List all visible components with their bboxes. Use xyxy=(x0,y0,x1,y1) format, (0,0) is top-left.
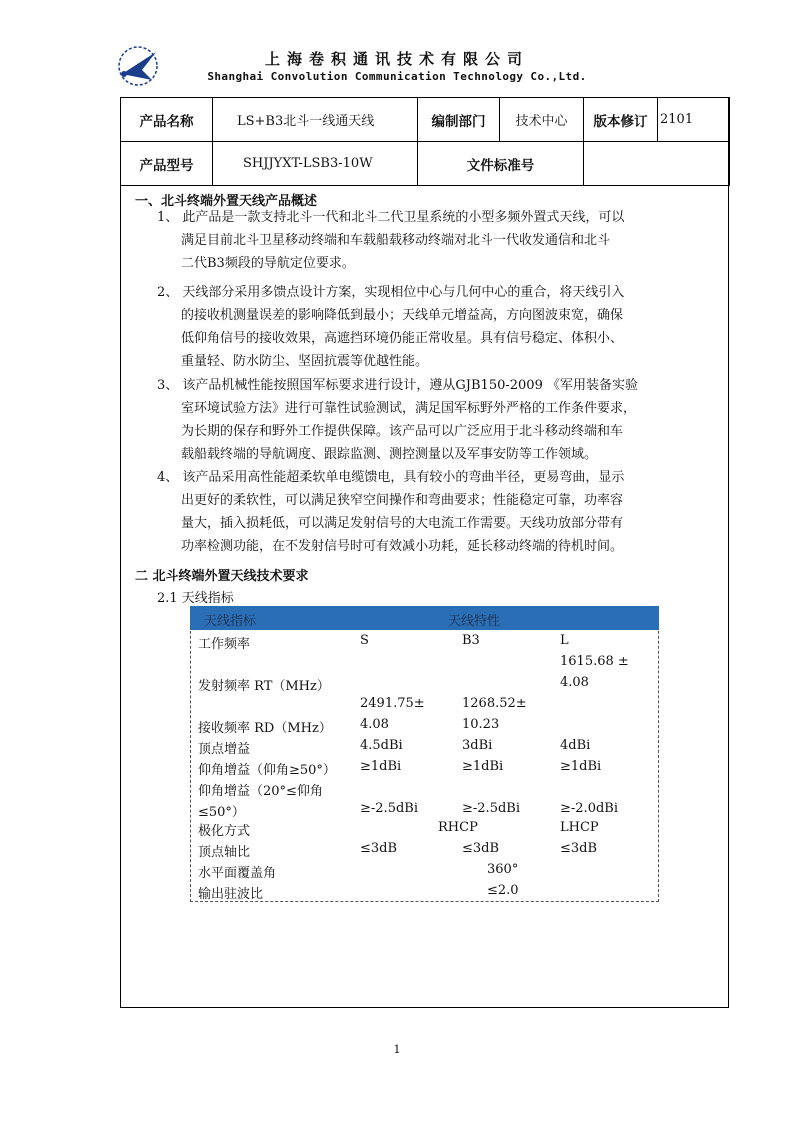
spec-row-label: 工作频率 xyxy=(198,637,251,652)
revision-value: 2101 xyxy=(658,98,730,142)
spec-row-label: 顶点增益 xyxy=(198,742,251,757)
spec-row-label: 极化方式 xyxy=(198,824,251,839)
section2-title: 二 北斗终端外置天线技术要求 xyxy=(135,569,309,584)
spec-cell-b3: 3dBi xyxy=(462,738,493,753)
spec-cell-s: ≥-2.5dBi xyxy=(360,801,418,816)
model-label: 产品型号 xyxy=(121,142,213,186)
spec-cell-l: 1615.68 ± xyxy=(560,654,629,669)
overview-paragraph-line: 出更好的柔软性，可以满足狭窄空间操作和弯曲要求；性能稳定可靠，功率容 xyxy=(181,493,624,508)
std-value xyxy=(584,142,730,186)
overview-paragraph-line: 为长期的保存和野外工作提供保障。该产品可以广泛应用于北斗移动终端和车 xyxy=(181,424,624,439)
overview-paragraph-line: 1、 此产品是一款支持北斗一代和北斗二代卫星系统的小型多频外置式天线，可以 xyxy=(157,210,625,225)
page-number: 1 xyxy=(393,1043,401,1056)
spec-row-label: 顶点轴比 xyxy=(198,845,251,860)
spec-row-label: ≤50°） xyxy=(198,805,245,820)
spec-cell-b3: ≥1dBi xyxy=(462,759,504,774)
spec-row-label: 仰角增益（仰角≥50°） xyxy=(198,763,336,778)
company-name-cn: 上海卷积通讯技术有限公司 xyxy=(264,50,529,68)
dept-label: 编制部门 xyxy=(418,98,500,142)
spec-cell-l: 4dBi xyxy=(560,738,591,753)
spec-cell-b3: 1268.52± xyxy=(462,696,527,711)
spec-cell-s: ≥1dBi xyxy=(360,759,402,774)
spec-cell-s-b3: RHCP xyxy=(438,820,478,835)
header-table xyxy=(120,97,730,186)
spec-row-label: 接收频率 RD（MHz） xyxy=(198,721,332,736)
spec-cell-b3: ≤3dB xyxy=(462,841,500,856)
revision-label: 版本修订 xyxy=(584,98,658,142)
overview-paragraph-line: 4、 该产品采用高性能超柔软单电缆馈电，具有较小的弯曲半径，更易弯曲，显示 xyxy=(157,470,625,485)
spec-cell-s: 4.08 xyxy=(360,717,389,732)
std-label: 文件标准号 xyxy=(418,142,584,186)
spec-row-label: 发射频率 RT（MHz） xyxy=(198,679,330,694)
spec-cell-s: 2491.75± xyxy=(360,696,425,711)
overview-paragraph-line: 低仰角信号的接收效果，高遮挡环境仍能正常收星。具有信号稳定、体积小、 xyxy=(181,331,624,346)
overview-paragraph-line: 2、 天线部分采用多馈点设计方案，实现相位中心与几何中心的重合，将天线引入 xyxy=(157,285,625,300)
spec-cell-l: LHCP xyxy=(560,820,599,835)
spec-cell-l: L xyxy=(560,633,569,648)
overview-paragraph-line: 二代B3频段的导航定位要求。 xyxy=(181,256,355,271)
spec-table-header xyxy=(190,606,659,630)
company-name-en: Shanghai Convolution Communication Technology Co.,Ltd. xyxy=(207,70,587,83)
product-name-label: 产品名称 xyxy=(121,98,213,142)
spec-cell-l: ≥-2.0dBi xyxy=(560,801,618,816)
spec-row-label: 输出驻波比 xyxy=(198,887,264,902)
spec-header-left: 天线指标 xyxy=(204,614,257,629)
overview-paragraph-line: 室环境试验方法》进行可靠性试验测试，满足国军标野外严格的工作条件要求， xyxy=(181,401,637,416)
model-value: SHJJYXT-LSB3-10W xyxy=(213,142,418,186)
spec-cell-s: ≤3dB xyxy=(360,841,398,856)
spec-table xyxy=(190,606,659,902)
dept-value: 技术中心 xyxy=(500,98,584,142)
spec-cell-all: 360° xyxy=(487,862,519,877)
spec-row-label: 仰角增益（20°≤仰角 xyxy=(198,784,323,799)
overview-paragraph-line: 重量轻、防水防尘、坚固抗震等优越性能。 xyxy=(181,354,429,369)
overview-paragraph-line: 量大，插入损耗低，可以满足发射信号的大电流工作需要。天线功放部分带有 xyxy=(181,516,624,531)
overview-paragraph-line: 功率检测功能，在不发射信号时可有效减小功耗，延长移动终端的待机时间。 xyxy=(181,539,624,554)
spec-cell-l: 4.08 xyxy=(560,675,589,690)
spec-cell-l: ≥1dBi xyxy=(560,759,602,774)
spec-cell-s: S xyxy=(360,633,369,648)
spec-cell-b3: ≥-2.5dBi xyxy=(462,801,520,816)
spec-cell-b3: B3 xyxy=(462,633,480,648)
spec-cell-l: ≤3dB xyxy=(560,841,598,856)
subsection-title: 2.1 天线指标 xyxy=(157,591,234,606)
overview-paragraph-line: 3、 该产品机械性能按照国军标要求进行设计，遵从GJB150-2009 《军用装备实验 xyxy=(157,378,638,393)
overview-paragraph-line: 的接收机测量误差的影响降低到最小；天线单元增益高，方向图波束宽，确保 xyxy=(181,308,624,323)
spec-row-label: 水平面覆盖角 xyxy=(198,866,277,881)
product-name-value: LS+B3北斗一线通天线 xyxy=(213,98,418,142)
spec-cell-all: ≤2.0 xyxy=(487,883,519,898)
overview-paragraph-line: 载船载终端的导航调度、跟踪监测、测控测量以及军事安防等工作领域。 xyxy=(181,447,598,462)
overview-paragraph-line: 满足目前北斗卫星移动终端和车载船载移动终端对北斗一代收发通信和北斗 xyxy=(181,233,611,248)
spec-header-right: 天线特性 xyxy=(448,614,501,629)
section1-title: 一、北斗终端外置天线产品概述 xyxy=(135,194,318,209)
spec-cell-b3: 10.23 xyxy=(462,717,500,732)
spec-cell-s: 4.5dBi xyxy=(360,738,403,753)
